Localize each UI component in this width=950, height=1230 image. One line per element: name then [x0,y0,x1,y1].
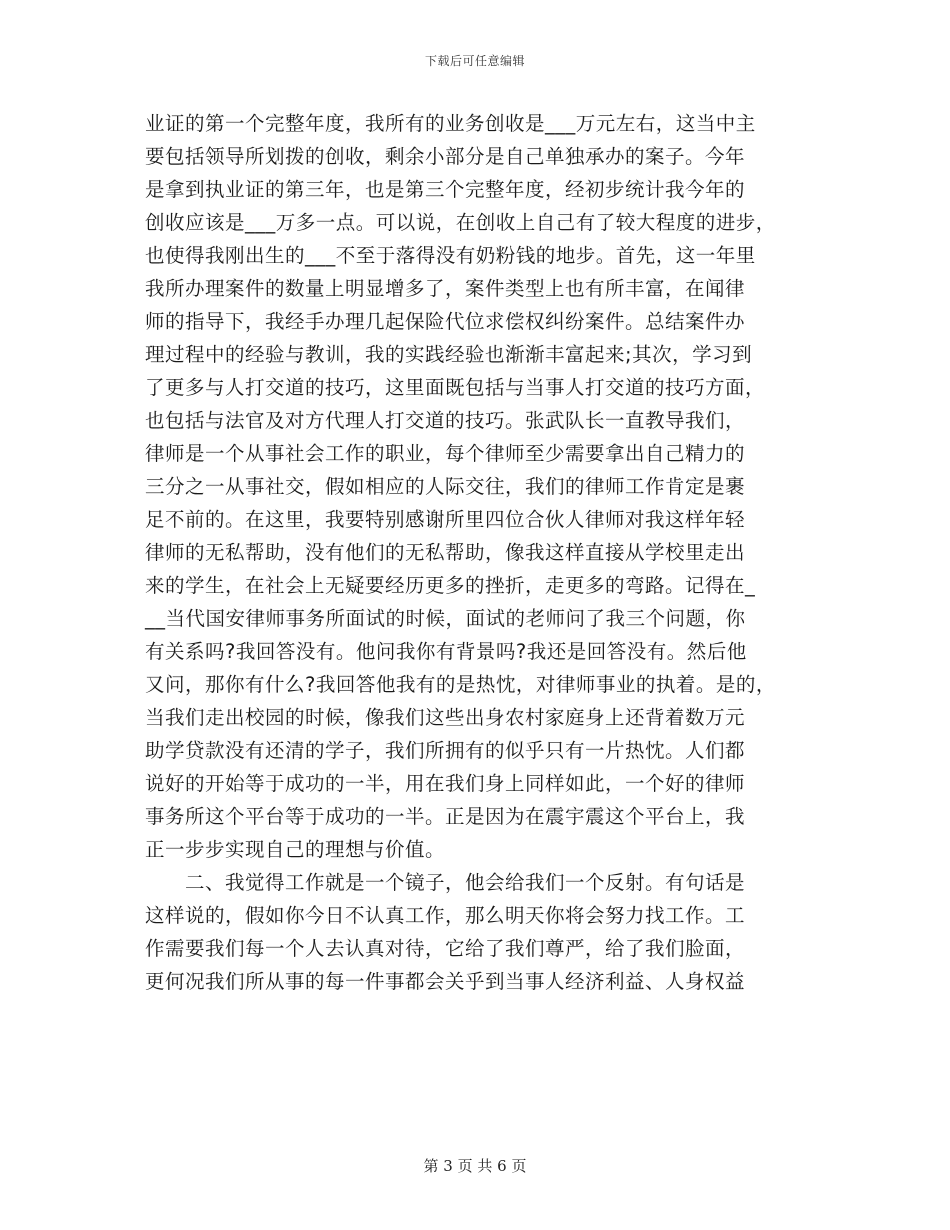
text-line: 这样说的，假如你今日不认真工作，那么明天你将会努力找工作。工 [145,904,746,927]
text-line: __当代国安律师事务所面试的时候，面试的老师问了我三个问题，你 [145,607,746,630]
text-line: 又问，那你有什么?我回答他我有的是热忱，对律师事业的执着。是的， [145,673,776,696]
text-line: 说好的开始等于成功的一半，用在我们身上同样如此，一个好的律师 [145,772,746,795]
text-line: 是拿到执业证的第三年，也是第三个完整年度，经初步统计我今年的 [145,178,746,201]
text-line: 正一步步实现自己的理想与价值。 [145,838,446,861]
text-line: 助学贷款没有还清的学子，我们所拥有的似乎只有一片热忱。人们都 [145,739,746,762]
text-line: 我所办理案件的数量上明显增多了，案件类型上也有所丰富，在闻律 [145,277,746,300]
text-line: 师的指导下，我经手办理几起保险代位求偿权纠纷案件。总结案件办 [145,310,746,333]
text-line: 足不前的。在这里，我要特别感谢所里四位合伙人律师对我这样年轻 [145,508,746,531]
text-line: 当我们走出校园的时候，像我们这些出身农村家庭身上还背着数万元 [145,706,746,729]
text-line: 更何况我们所从事的每一件事都会关乎到当事人经济利益、人身权益 [145,970,746,993]
text-line: 来的学生，在社会上无疑要经历更多的挫折，走更多的弯路。记得在_ [145,574,756,597]
text-line: 了更多与人打交道的技巧，这里面既包括与当事人打交道的技巧方面， [145,376,766,399]
text-line: 创收应该是___万多一点。可以说，在创收上自己有了较大程度的进步， [145,211,776,234]
text-line: 事务所这个平台等于成功的一半。正是因为在震宇震这个平台上，我 [145,805,746,828]
text-line: 有关系吗?我回答没有。他问我你有背景吗?我还是回答没有。然后他 [145,640,747,663]
text-line: 也包括与法官及对方代理人打交道的技巧。张武队长一直教导我们， [145,409,746,432]
document-body [145,107,805,998]
text-line: 律师是一个从事社会工作的职业，每个律师至少需要拿出自己精力的 [145,442,746,465]
text-line: 理过程中的经验与教训，我的实践经验也渐渐丰富起来;其次，学习到 [145,343,753,366]
page-header: 下载后可任意编辑 [424,54,525,68]
text-line: 二、我觉得工作就是一个镜子，他会给我们一个反射。有句话是 [145,871,746,894]
text-line: 要包括领导所划拨的创收，剩余小部分是自己单独承办的案子。今年 [145,145,746,168]
text-line: 也使得我刚出生的___不至于落得没有奶粉钱的地步。首先，这一年里 [145,244,756,267]
page-number: 第 3 页 共 6 页 [423,1157,527,1175]
text-line: 律师的无私帮助，没有他们的无私帮助，像我这样直接从学校里走出 [145,541,746,564]
text-line: 三分之一从事社交，假如相应的人际交往，我们的律师工作肯定是裹 [145,475,746,498]
text-line: 业证的第一个完整年度，我所有的业务创收是___万元左右，这当中主 [145,112,756,135]
text-line: 作需要我们每一个人去认真对待，它给了我们尊严，给了我们脸面， [145,937,746,960]
